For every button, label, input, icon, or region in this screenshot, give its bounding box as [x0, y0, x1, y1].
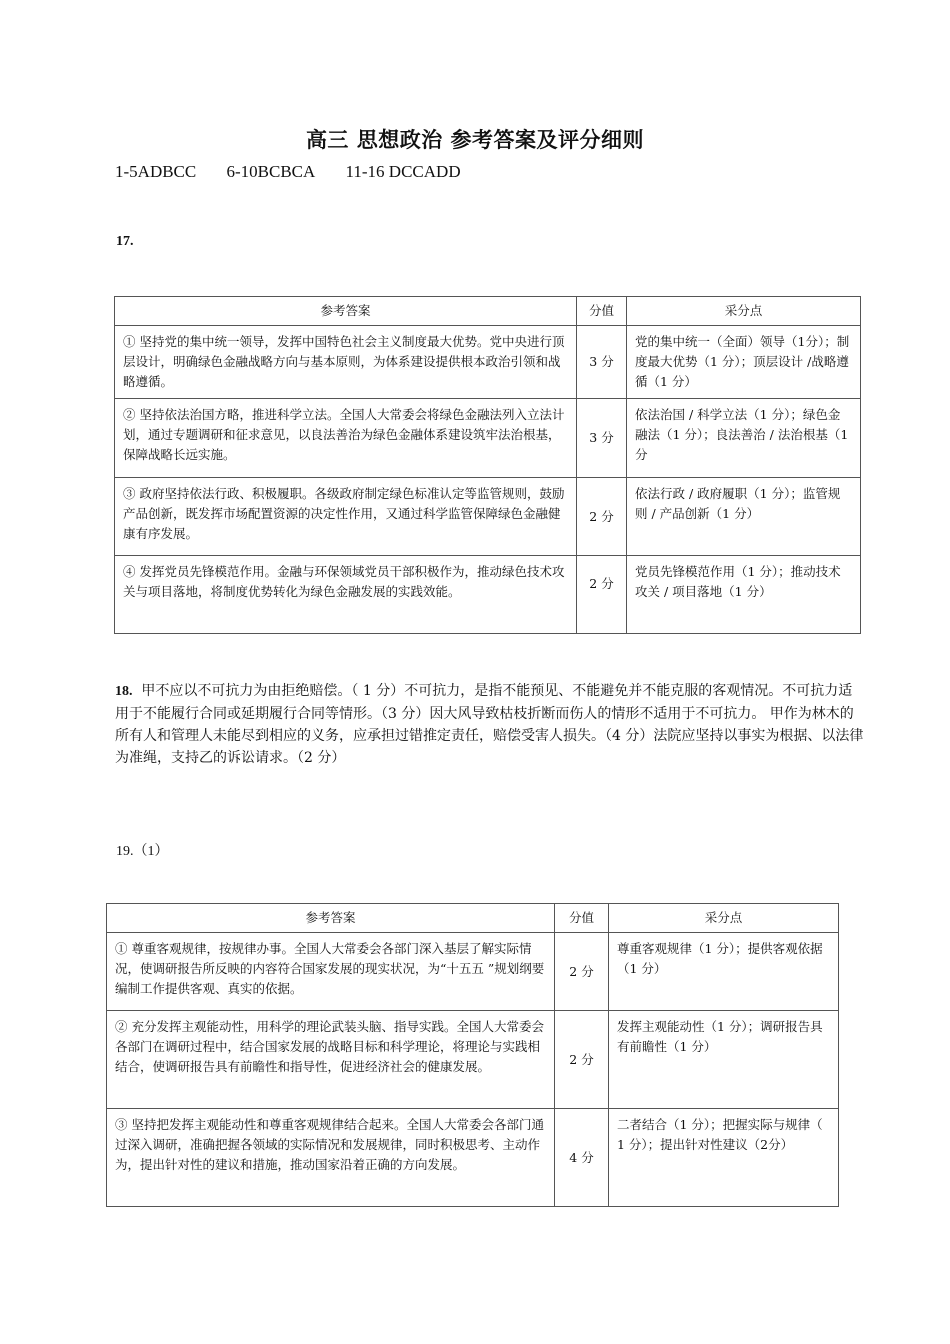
- score-cell: 2 分: [555, 1011, 609, 1109]
- score-cell: 3 分: [577, 399, 627, 478]
- answer-cell: ② 坚持依法治国方略，推进科学立法。全国人大常委会将绿色金融法列入立法计划，通过专题调研和征求意见，以良法善治为绿色金融体系建设筑牢法治根基，保障战略长远实施。: [115, 399, 577, 478]
- table-header-row: [107, 904, 839, 933]
- question-19-label: 19.（1）: [116, 844, 169, 859]
- points-cell: 党的集中统一（全面）领导（1分）；制度最大优势（1 分）；顶层设计 /战略遵循（1 分）: [627, 326, 861, 399]
- choice-answers: [115, 162, 487, 182]
- question-18-text: 甲不应以不可抗力为由拒绝赔偿。（ 1 分）不可抗力，是指不能预见、不能避免并不能克服的客观情况。不可抗力适用于不能履行合同或延期履行合同等情形。（3 分）因大风导致枯枝折断而伤人的情形不适用于不可抗力。 甲作为林木的所有人和管理人未能尽到相应的义务，应承担过错推定责任，赔偿受害人损失。（4 分）法院应坚持以事实为根据、以法律为准绳，支持乙的诉讼请求。（2 分）: [115, 683, 864, 766]
- question-18: [115, 680, 865, 769]
- answers-1-5: 1-5ADBCC: [115, 162, 197, 181]
- table-row: [115, 326, 861, 399]
- answer-cell: ② 充分发挥主观能动性，用科学的理论武装头脑、指导实践。全国人大常委会各部门在调研过程中，结合国家发展的战略目标和科学理论，将理论与实践相结合，使调研报告具有前瞻性和指导性，促进经济社会的健康发展。: [107, 1011, 555, 1109]
- answer-cell: ④ 发挥党员先锋模范作用。金融与环保领域党员干部积极作为，推动绿色技术攻关与项目落地，将制度优势转化为绿色金融发展的实践效能。: [115, 556, 577, 634]
- question-19-table: [106, 903, 839, 1207]
- header-score: 分值: [555, 904, 609, 933]
- score-cell: 2 分: [577, 478, 627, 556]
- header-answer: 参考答案: [107, 904, 555, 933]
- points-cell: 尊重客观规律（1 分）；提供客观依据（1 分）: [609, 933, 839, 1011]
- answer-cell: ③ 政府坚持依法行政、积极履职。各级政府制定绿色标准认定等监管规则，鼓励产品创新，既发挥市场配置资源的决定性作用，又通过科学监管保障绿色金融健康有序发展。: [115, 478, 577, 556]
- header-points: 采分点: [627, 297, 861, 326]
- score-cell: 2 分: [577, 556, 627, 634]
- table-row: [107, 933, 839, 1011]
- points-cell: 依法行政 / 政府履职（1 分）；监管规则 / 产品创新（1 分）: [627, 478, 861, 556]
- table-header-row: [115, 297, 861, 326]
- answers-6-10: 6-10BCBCA: [226, 162, 316, 181]
- table-row: [107, 1011, 839, 1109]
- header-points: 采分点: [609, 904, 839, 933]
- table-row: [115, 399, 861, 478]
- answer-cell: ③ 坚持把发挥主观能动性和尊重客观规律结合起来。全国人大常委会各部门通过深入调研，准确把握各领域的实际情况和发展规律，同时积极思考、主动作为，提出针对性的建议和措施，推动国家沿着正确的方向发展。: [107, 1109, 555, 1207]
- answers-11-16: 11-16 DCCADD: [345, 162, 461, 181]
- score-cell: 2 分: [555, 933, 609, 1011]
- points-cell: 发挥主观能动性（1 分）；调研报告具有前瞻性（1 分）: [609, 1011, 839, 1109]
- points-cell: 二者结合（1 分）；把握实际与规律（ 1 分）；提出针对性建议（2分）: [609, 1109, 839, 1207]
- header-answer: 参考答案: [115, 297, 577, 326]
- score-cell: 3 分: [577, 326, 627, 399]
- question-17-table: [114, 296, 861, 634]
- answer-cell: ① 尊重客观规律，按规律办事。全国人大常委会各部门深入基层了解实际情况，使调研报告所反映的内容符合国家发展的现实状况，为“十五五 ”规划纲要编制工作提供客观、真实的依据。: [107, 933, 555, 1011]
- answer-cell: ① 坚持党的集中统一领导，发挥中国特色社会主义制度最大优势。党中央进行顶层设计，明确绿色金融战略方向与基本原则，为体系建设提供根本政治引领和战略遵循。: [115, 326, 577, 399]
- table-row: [107, 1109, 839, 1207]
- question-17-label: 17.: [116, 234, 134, 249]
- table-row: [115, 556, 861, 634]
- header-score: 分值: [577, 297, 627, 326]
- table-row: [115, 478, 861, 556]
- page-title: 高三 思想政治 参考答案及评分细则: [305, 127, 645, 152]
- question-18-label: 18.: [115, 684, 133, 699]
- score-cell: 4 分: [555, 1109, 609, 1207]
- points-cell: 依法治国 / 科学立法（1 分）；绿色金融法（1 分）；良法善治 / 法治根基（1 分: [627, 399, 861, 478]
- points-cell: 党员先锋模范作用（1 分）；推动技术攻关 / 项目落地（1 分）: [627, 556, 861, 634]
